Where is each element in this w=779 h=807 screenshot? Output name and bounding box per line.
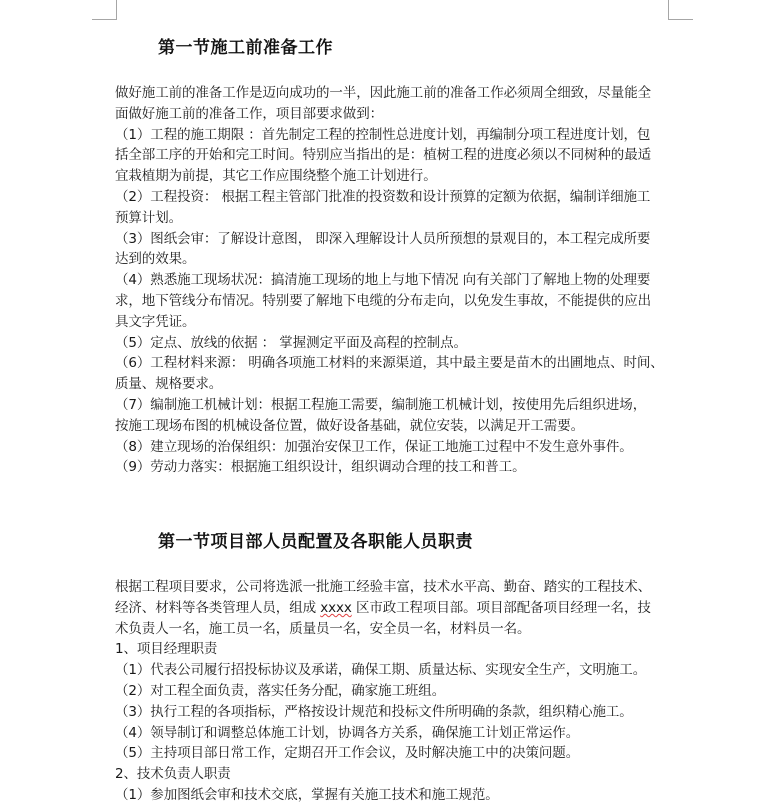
- section-body-staffing: [115, 577, 677, 806]
- section-heading-preparation: 第一节施工前准备工作: [158, 38, 333, 58]
- list-item-line: （2）对工程全面负责，落实任务分配，确家施工班组。: [115, 682, 446, 699]
- spellcheck-flagged-word: xxxx: [320, 599, 352, 616]
- intro-line: 根据工程项目要求，公司将选派一批施工经验丰富，技术水平高、勤奋、踏实的工程技术、: [115, 579, 651, 595]
- list-item-line: （1）参加图纸会审和技术交底，掌握有关施工技术和施工规范。: [115, 786, 499, 803]
- intro-line: 做好施工前的准备工作是迈向成功的一半，因此施工前的准备工作必须周全细致，尽量能全: [115, 85, 651, 101]
- intro-text: 区市政工程项目部。项目部配备项目经理一名，技: [351, 599, 651, 616]
- intro-line: 术负责人一名，施工员一名，质量员一名，安全员一名，材料员一名。: [115, 620, 531, 637]
- margin-mark-top-left: [116, 0, 117, 20]
- section-body-preparation: [115, 83, 677, 478]
- list-item-line: 预算计划。: [115, 209, 182, 226]
- intro-line: [115, 598, 677, 619]
- list-item-line: （1）工程的施工期限 ：首先制定工程的控制性总进度计划，再编制分项工程进度计划，包: [115, 126, 651, 143]
- list-item-line: （4）领导制订和调整总体施工计划，协调各方关系，确保施工计划正常运作。: [115, 724, 580, 741]
- list-item-line: （6）工程材料来源： 明确各项施工材料的来源渠道，其中最主要是苗木的出圃地点、时间、: [115, 355, 664, 372]
- list-item-line: 按施工现场布图的机械设备位置，做好设备基础，就位安装，以满足开工需要。: [115, 417, 584, 434]
- subheading-technical-lead: 2、技术负责人职责: [115, 766, 231, 783]
- list-item-line: （5）定点、放线的依据 ： 掌握测定平面及高程的控制点。: [115, 334, 467, 351]
- list-item-line: 质量、规格要求。: [115, 376, 223, 393]
- list-item-line: （5）主持项目部日常工作，定期召开工作会议，及时解决施工中的决策问题。: [115, 745, 580, 762]
- list-item-line: （3）执行工程的各项指标，严格按设计规范和投标文件所明确的条款，组织精心施工。: [115, 703, 633, 720]
- list-item-line: （1）代表公司履行招投标协议及承诺，确保工期、质量达标、实现安全生产，文明施工。: [115, 662, 647, 679]
- list-item-line: （8）建立现场的治保组织：加强治安保卫工作，保证工地施工过程中不发生意外事件。: [115, 438, 633, 455]
- list-item-line: 具文字凭证。: [115, 313, 196, 330]
- list-item-line: 达到的效果。: [115, 251, 196, 268]
- list-item-line: 宜栽植期为前提，其它工作应围绕整个施工计划进行。: [115, 168, 437, 185]
- list-item-line: （9）劳动力落实：根据施工组织设计，组织调动合理的技工和普工。: [115, 459, 526, 476]
- intro-line: 面做好施工前的准备工作，项目部要求做到：: [115, 105, 383, 122]
- list-item-line: 求，地下管线分布情况。特别要了解地下电缆的分布走向，以免发生事故，不能提供的应出: [115, 292, 651, 309]
- list-item-line: （7）编制施工机械计划：根据工程施工需要，编制施工机械计划，按使用先后组织进场，: [115, 396, 647, 413]
- intro-text: 经济、材料等各类管理人员，组成: [115, 599, 321, 616]
- list-item-line: 括全部工序的开始和完工时间。特别应当指出的是：植树工程的进度必须以不同树种的最适: [115, 147, 651, 164]
- margin-mark-top-right: [668, 0, 669, 20]
- section-heading-staffing: 第一节项目部人员配置及各职能人员职责: [158, 532, 473, 552]
- list-item-line: （4）熟悉施工现场状况：搞清施工现场的地上与地下情况 向有关部门了解地上物的处理要: [115, 272, 651, 289]
- margin-mark-top-right: [669, 19, 693, 20]
- list-item-line: （2）工程投资： 根据工程主管部门批准的投资数和设计预算的定额为依据，编制详细施工: [115, 188, 651, 205]
- margin-mark-top-left: [92, 19, 116, 20]
- list-item-line: （3）图纸会审：了解设计意图， 即深入理解设计人员所预想的景观目的，本工程完成所要: [115, 230, 651, 247]
- subheading-project-manager: 1、项目经理职责: [115, 641, 218, 658]
